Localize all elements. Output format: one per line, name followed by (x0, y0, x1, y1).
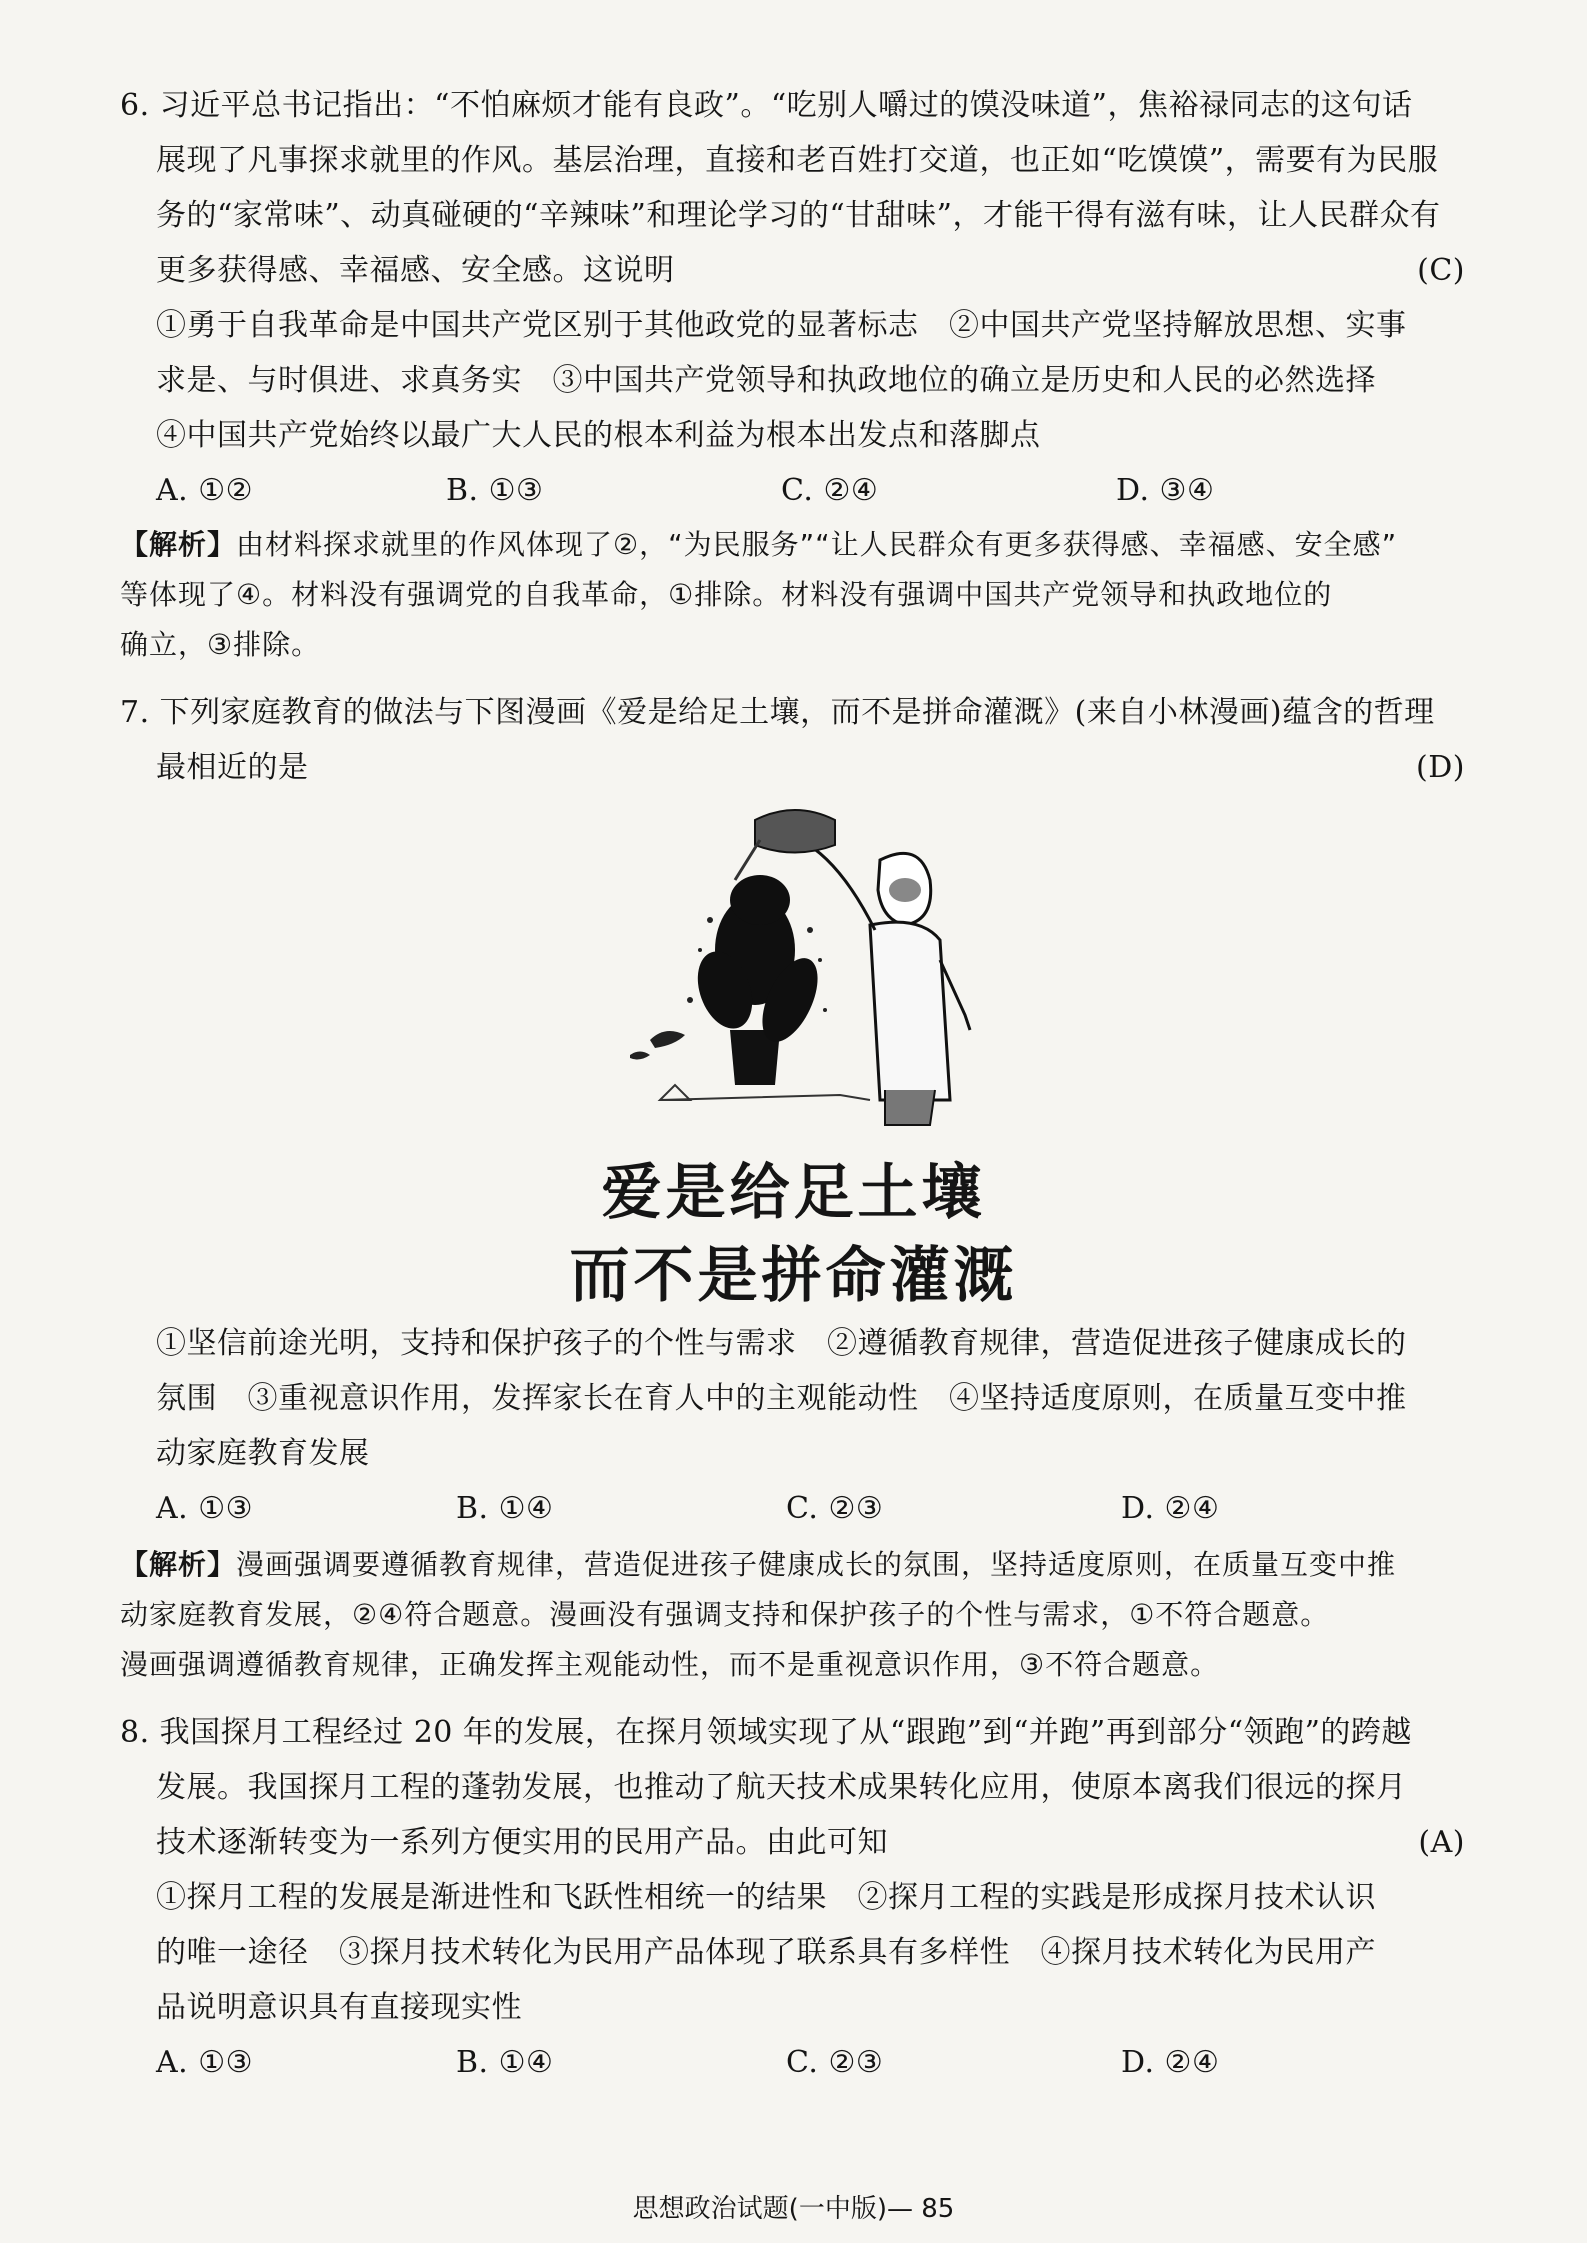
cartoon-caption-line-2: 而不是拼命灌溉 (569, 1241, 1018, 1311)
q6-item-line: ①勇于自我革命是中国共产党区别于其他政党的显著标志 ②中国共产党坚持解放思想、实事 (156, 308, 1407, 343)
q6-item-line: ④中国共产党始终以最广大人民的根本利益为根本出发点和落脚点 (156, 418, 1041, 453)
plant-icon (688, 875, 829, 1050)
q6-expl-line: 由材料探求就里的作风体现了②，“为民服务”“让人民群众有更多获得感、幸福感、安全感” (236, 528, 1398, 561)
page-footer: 思想政治试题(一中版)— 85 (632, 2194, 955, 2224)
q6-option-a: A. ①② (156, 473, 254, 508)
q6-expl-line: 等体现了④。材料没有强调党的自我革命，①排除。材料没有强调中国共产党领导和执政地位的 (120, 578, 1333, 611)
q8-stem-line: 发展。我国探月工程的蓬勃发展，也推动了航天技术成果转化应用，使原本离我们很远的探月 (156, 1770, 1407, 1805)
q7-explanation (120, 1540, 1465, 1690)
q6-item-line: 求是、与时俱进、求真务实 ③中国共产党领导和执政地位的确立是历史和人民的必然选择 (156, 363, 1376, 398)
q7-expl-line: 漫画强调要遵循教育规律，营造促进孩子健康成长的氛围，坚持适度原则，在质量互变中推 (236, 1548, 1397, 1581)
q7-stem-line: 最相近的是 (156, 750, 309, 785)
question-7 (120, 685, 1465, 795)
q8-item-line: ①探月工程的发展是渐进性和飞跃性相统一的结果 ②探月工程的实践是形成探月技术认识 (156, 1880, 1376, 1915)
q7-answer: (D) (1416, 750, 1465, 785)
q7-option-b: B. ①④ (456, 1491, 554, 1526)
q8-item-line: 品说明意识具有直接现实性 (156, 1990, 522, 2025)
q8-stem-line: 8. 我国探月工程经过 20 年的发展，在探月领域实现了从“跟跑”到“并跑”再到部分“领跑”的跨越 (120, 1715, 1412, 1750)
q8-option-d: D. ②④ (1121, 2045, 1220, 2080)
q6-stem-line: 务的“家常味”、动真碰硬的“辛辣味”和理论学习的“甘甜味”，才能干得有滋有味，让人民群众有 (156, 198, 1441, 233)
q8-answer: (A) (1418, 1825, 1465, 1860)
q7-expl-line: 漫画强调遵循教育规律，正确发挥主观能动性，而不是重视意识作用，③不符合题意。 (120, 1648, 1220, 1681)
q6-options (120, 463, 1465, 518)
q7-item-line: 氛围 ③重视意识作用，发挥家长在育人中的主观能动性 ④坚持适度原则，在质量互变中推 (156, 1381, 1407, 1416)
q6-option-b: B. ①③ (446, 473, 544, 508)
person-icon (800, 840, 970, 1125)
q8-stem-line: 技术逐渐转变为一系列方便实用的民用产品。由此可知 (156, 1825, 888, 1860)
q8-option-a: A. ①③ (156, 2045, 254, 2080)
q7-expl-line: 动家庭教育发展，②④符合题意。漫画没有强调支持和保护孩子的个性与需求，①不符合题意。 (120, 1598, 1330, 1631)
q8-options (120, 2035, 1465, 2090)
q7-option-a: A. ①③ (156, 1491, 254, 1526)
q7-stem-line: 7. 下列家庭教育的做法与下图漫画《爱是给足土壤，而不是拼命灌溉》(来自小林漫画)蕴含的哲理 (120, 695, 1435, 730)
explanation-tag: 【解析】 (120, 1548, 237, 1581)
q7-item-line: 动家庭教育发展 (156, 1436, 370, 1471)
q7-item-line: ①坚信前途光明，支持和保护孩子的个性与需求 ②遵循教育规律，营造促进孩子健康成长的 (156, 1326, 1407, 1361)
q6-option-d: D. ③④ (1116, 473, 1215, 508)
q8-option-b: B. ①④ (456, 2045, 554, 2080)
q8-item-line: 的唯一途径 ③探月技术转化为民用产品体现了联系具有多样性 ④探月技术转化为民用产 (156, 1935, 1376, 1970)
watering-can-icon (755, 810, 835, 853)
explanation-tag: 【解析】 (120, 528, 237, 561)
q6-stem-line: 6. 习近平总书记指出：“不怕麻烦才能有良政”。“吃别人嚼过的馍没味道”，焦裕禄同志的这句话 (120, 88, 1413, 123)
cartoon-caption-line-1: 爱是给足土壤 (601, 1158, 986, 1228)
q6-explanation (120, 520, 1465, 670)
q6-expl-line: 确立，③排除。 (120, 628, 321, 661)
q7-option-c: C. ②③ (786, 1491, 884, 1526)
cartoon-illustration (620, 800, 1020, 1130)
question-8 (120, 1705, 1465, 2090)
q6-option-c: C. ②④ (781, 473, 879, 508)
q7-items (156, 1316, 1466, 1536)
q6-stem-line: 展现了凡事探求就里的作风。基层治理，直接和老百姓打交道，也正如“吃馍馍”，需要有为民服 (156, 143, 1439, 178)
q6-answer: (C) (1417, 253, 1465, 288)
q8-option-c: C. ②③ (786, 2045, 884, 2080)
question-6 (120, 78, 1465, 518)
q7-options (156, 1481, 1466, 1536)
q7-option-d: D. ②④ (1121, 1491, 1220, 1526)
q6-stem-line: 更多获得感、幸福感、安全感。这说明 (156, 253, 675, 288)
